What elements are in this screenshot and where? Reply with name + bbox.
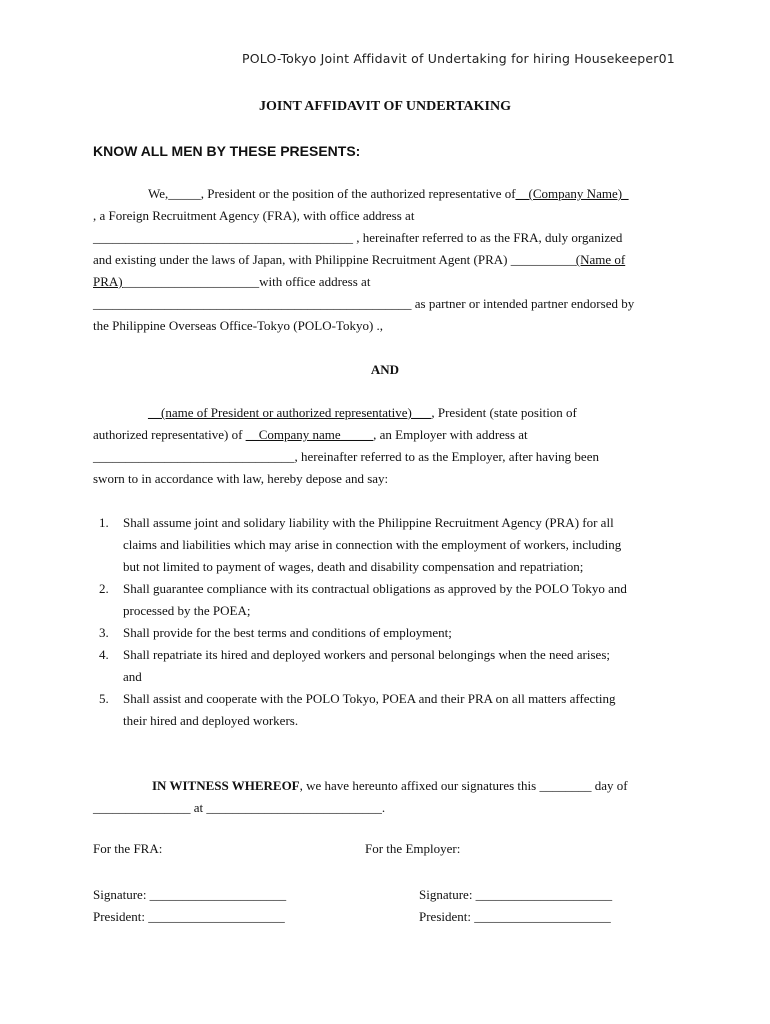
item-line: Shall assist and cooperate with the POLO Tokyo, POEA and their PRA on all matters affecting xyxy=(123,691,616,706)
witness-line-1-text: , we have hereunto affixed our signatures this ________ day of xyxy=(299,778,628,793)
item-line: their hired and deployed workers. xyxy=(123,713,299,728)
fra-line-4-text: and existing under the laws of Japan, with Philippine Recruitment Agent (PRA) __________ xyxy=(93,252,576,267)
list-item xyxy=(93,644,683,688)
witness-line-2: _______________ at ___________________________. xyxy=(93,800,386,815)
fra-line-4 xyxy=(93,249,678,271)
item-line: Shall provide for the best terms and conditions of employment; xyxy=(123,625,452,640)
employer-company-blank: __Company name_____ xyxy=(245,427,374,442)
item-number: 2. xyxy=(99,581,109,596)
item-line: claims and liabilities which may arise in connection with the employment of workers, including xyxy=(123,537,622,552)
emp-line-1 xyxy=(93,402,678,424)
fra-signature-block xyxy=(93,884,286,928)
emp-line-3: _______________________________, hereinafter referred to as the Employer, after having been xyxy=(93,449,599,464)
fra-line-1 xyxy=(93,183,678,205)
item-number: 5. xyxy=(99,691,109,706)
fra-line-1-text: We,_____, President or the position of the authorized representative of xyxy=(148,186,516,201)
emp-line-1-text: , President (state position of xyxy=(431,405,577,420)
pra-name-blank: (Name of xyxy=(575,252,626,267)
fra-line-5 xyxy=(93,271,678,293)
emp-line-2-text: authorized representative) of xyxy=(93,427,246,442)
list-item xyxy=(93,622,683,644)
fra-line-6: _________________________________________________ as partner or intended partner endorsed by xyxy=(93,296,635,311)
president-name-blank: __(name of President or authorized representative)___ xyxy=(148,405,432,420)
item-line: Shall assume joint and solidary liability with the Philippine Recruitment Agency (PRA) for all xyxy=(123,515,614,530)
undertakings-list xyxy=(93,512,683,732)
fra-line-2: , a Foreign Recruitment Agency (FRA), with office address at xyxy=(93,208,415,223)
company-name-blank: __(Company Name)_ xyxy=(515,186,629,201)
item-line: but not limited to payment of wages, death and disability compensation and repatriation; xyxy=(123,559,584,574)
emp-line-2-rest: , an Employer with address at xyxy=(373,427,528,442)
and-heading: AND xyxy=(370,362,400,377)
emp-line-4: sworn to in accordance with law, hereby depose and say: xyxy=(93,471,389,486)
fra-line-5-text: _____________________with office address at xyxy=(122,274,371,289)
fra-president-line: President: _____________________ xyxy=(93,909,285,924)
fra-paragraph xyxy=(93,183,678,337)
item-line: and xyxy=(123,669,142,684)
list-item xyxy=(93,578,683,622)
item-number: 1. xyxy=(99,515,109,530)
fra-signature-line: Signature: _____________________ xyxy=(93,887,287,902)
list-item xyxy=(93,688,683,732)
list-item xyxy=(93,512,683,578)
employer-paragraph xyxy=(93,402,678,490)
fra-line-3: ________________________________________ , hereinafter referred to as the FRA, duly organized xyxy=(93,230,623,245)
for-fra-label: For the FRA: xyxy=(93,841,163,856)
item-line: Shall repatriate its hired and deployed workers and personal belongings when the need arises; xyxy=(123,647,610,662)
know-all-heading: KNOW ALL MEN BY THESE PRESENTS: xyxy=(93,143,361,159)
fra-line-7: the Philippine Overseas Office-Tokyo (POLO-Tokyo) ., xyxy=(93,318,384,333)
item-line: processed by the POEA; xyxy=(123,603,251,618)
employer-signature-block xyxy=(419,884,612,928)
item-number: 3. xyxy=(99,625,109,640)
page-header: POLO-Tokyo Joint Affidavit of Undertaking for hiring Housekeeper01 xyxy=(242,51,675,66)
employer-president-line: President: _____________________ xyxy=(419,909,611,924)
document-title: JOINT AFFIDAVIT OF UNDERTAKING xyxy=(259,99,511,114)
witness-paragraph xyxy=(93,775,683,819)
witness-line-1 xyxy=(93,775,683,797)
pra-name-blank-end: PRA) xyxy=(93,274,123,289)
witness-heading: IN WITNESS WHEREOF xyxy=(152,778,300,793)
item-line: Shall guarantee compliance with its contractual obligations as approved by the POLO Tokyo and xyxy=(123,581,627,596)
employer-signature-line: Signature: _____________________ xyxy=(419,887,613,902)
for-employer-label: For the Employer: xyxy=(365,841,461,856)
item-number: 4. xyxy=(99,647,109,662)
emp-line-2 xyxy=(93,424,678,446)
